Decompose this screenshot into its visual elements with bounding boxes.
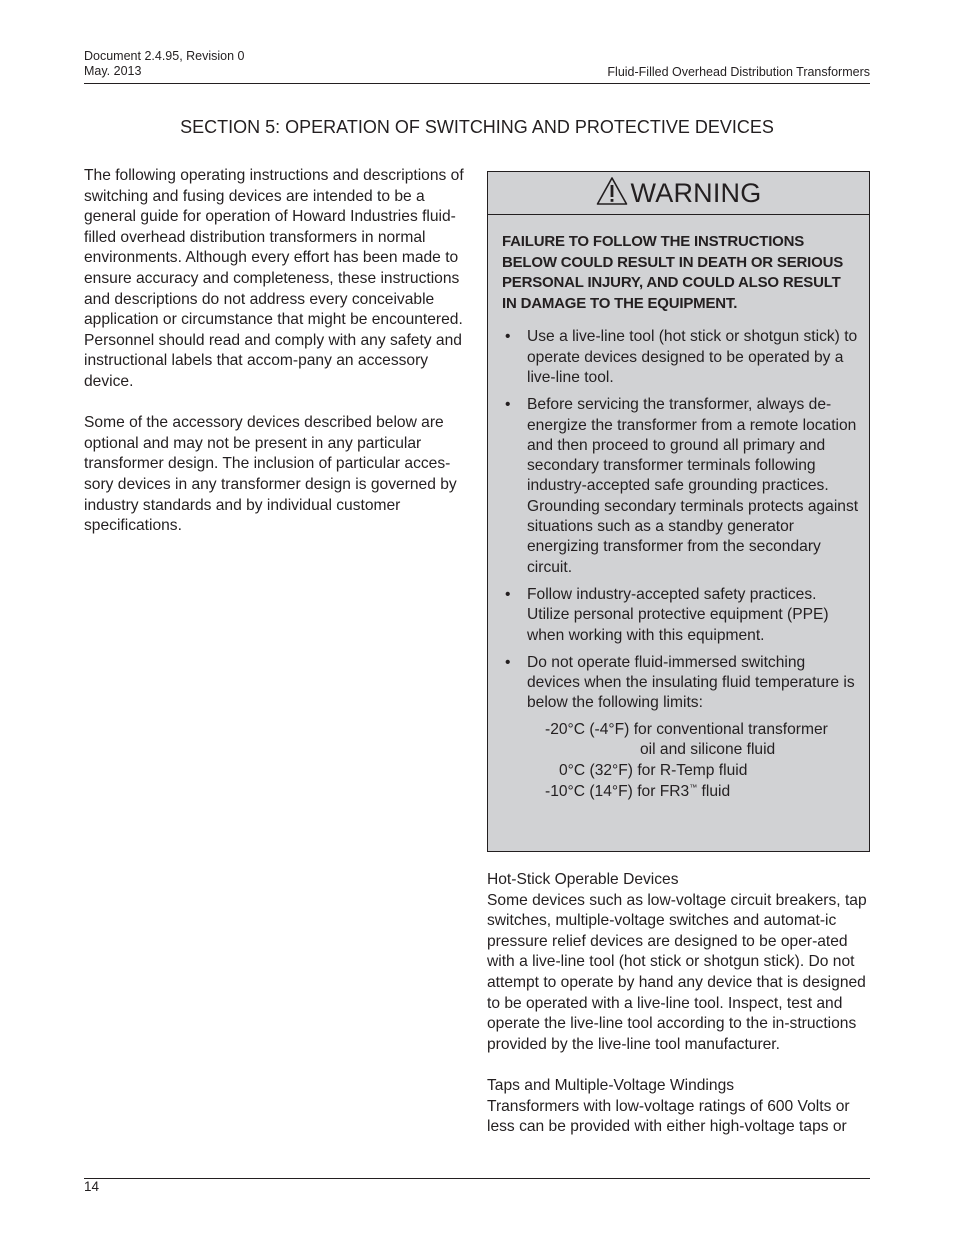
taps-heading: Taps and Multiple-Voltage Windings bbox=[487, 1077, 735, 1094]
limit-fr3 bbox=[527, 782, 859, 803]
section-title: SECTION 5: OPERATION OF SWITCHING AND PROTECTIVE DEVICES bbox=[180, 117, 774, 137]
warning-item: • Follow industry-accepted safety practices. Utilize personal protective equipment (PPE) when working with this equipment. bbox=[502, 585, 859, 646]
warning-list bbox=[502, 327, 859, 802]
warning-item-text: Do not operate fluid-immersed switching devices when the insulating fluid temperature is below the following limits: bbox=[527, 653, 855, 712]
warning-item: • Before servicing the transformer, always de-energize the transformer from a remote location and then proceed to ground all primary and secondary transformer terminals following industry-accepted safe grounding practices. Grounding secondary terminals protects against situations such as a standby generator energizing transformer from the secondary circuit. bbox=[502, 395, 859, 578]
hot-stick-section bbox=[487, 870, 872, 1055]
hot-stick-text: Some devices such as low-voltage circuit breakers, tap switches, multiple-voltage switches and automat-ic pressure relief devices are designed to be oper-ated with a live-line tool (hot stick or shotgun stick). Do not attempt to operate by hand any device that is designed to be operated with a live-line tool. Inspect, test and operate the live-line tool according to the in-structions provided by the live-line tool manufacturer. bbox=[487, 891, 867, 1053]
intro-paragraph-2: Some of the accessory devices described below are optional and may not be present in any particular transformer design. The inclusion of particular acces-sory devices in any transformer design is governed by industry standards and by individual customer specifications. bbox=[84, 414, 457, 535]
document-title: Fluid-Filled Overhead Distribution Transformers bbox=[607, 65, 870, 79]
document-number: Document 2.4.95, Revision 0 bbox=[84, 49, 245, 63]
warning-item: • Use a live-line tool (hot stick or shotgun stick) to operate devices designed to be operated by a live-line tool. bbox=[502, 327, 859, 388]
taps-text: Transformers with low-voltage ratings of 600 Volts or less can be provided with either high-voltage taps or bbox=[487, 1097, 850, 1136]
limit-conventional: -20°C (-4°F) for conventional transformer bbox=[545, 720, 828, 738]
warning-title: WARNING bbox=[630, 178, 762, 208]
warning-triangle-icon bbox=[596, 176, 628, 211]
page-header bbox=[84, 49, 870, 84]
warning-box bbox=[487, 171, 870, 852]
warning-lead: FAILURE TO FOLLOW THE INSTRUCTIONS BELOW COULD RESULT IN DEATH OR SERIOUS PERSONAL INJURY, AND COULD ALSO RESULT IN DAMAGE TO THE EQUIPMENT. bbox=[502, 233, 844, 312]
limit-conventional-cont: oil and silicone fluid bbox=[640, 741, 776, 759]
header-left bbox=[84, 49, 245, 79]
footer-rule bbox=[84, 1178, 870, 1179]
warning-header bbox=[488, 172, 869, 215]
temperature-limits bbox=[527, 720, 859, 802]
limit-rtemp: 0°C (32°F) for R-Temp fluid bbox=[559, 761, 748, 779]
hot-stick-heading: Hot-Stick Operable Devices bbox=[487, 871, 679, 888]
warning-item-temperature bbox=[502, 653, 859, 802]
intro-paragraph-1: The following operating instructions and descriptions of switching and fusing devices are intended to be a general guide for operation of Howard Industries fluid-filled overhead distribution transformers in normal environments. Although every effort has been made to ensure accuracy and completeness, these instructions and descriptions do not address every conceivable application or circumstance that might be encountered. Personnel should read and comply with any safety and instructional labels that accom-pany an accessory device. bbox=[84, 167, 464, 390]
limit-fr3-suffix: fluid bbox=[697, 782, 731, 800]
limit-fr3-text: -10°C (14°F) for FR3 bbox=[545, 782, 690, 800]
page-number: 14 bbox=[84, 1179, 100, 1194]
document-date: May. 2013 bbox=[84, 64, 142, 78]
taps-section bbox=[487, 1076, 872, 1138]
intro-column bbox=[84, 166, 472, 537]
trademark-mark: ™ bbox=[689, 782, 698, 792]
